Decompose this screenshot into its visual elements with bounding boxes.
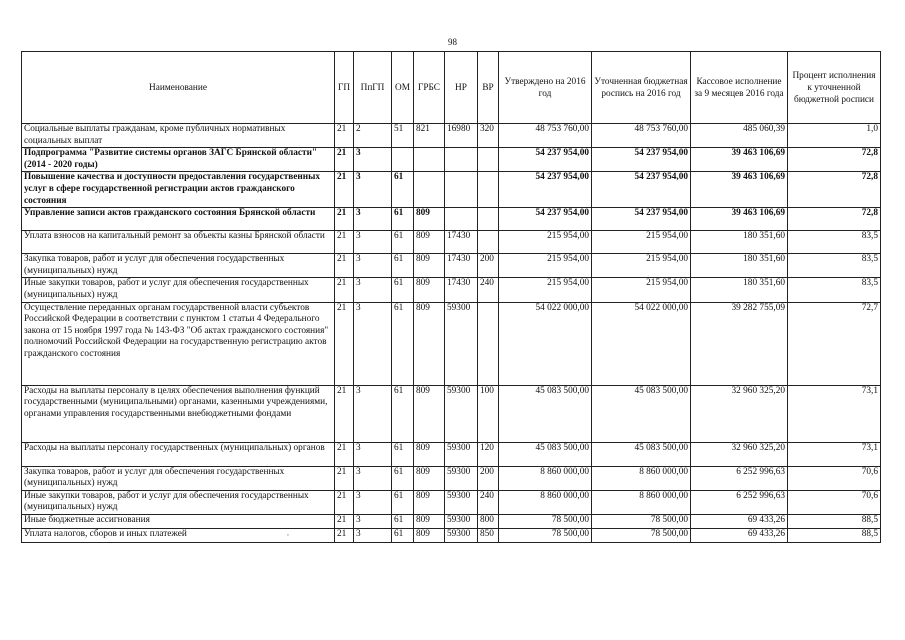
cell-approved: 78 500,00 <box>499 528 592 542</box>
cell-om: 61 <box>392 466 414 490</box>
budget-table <box>21 51 881 543</box>
cell-np: 59300 <box>445 442 478 466</box>
cell-vr <box>478 231 499 254</box>
cell-percent: 72,8 <box>788 148 881 172</box>
cell-grbs <box>414 172 445 208</box>
cell-vr: 120 <box>478 442 499 466</box>
cell-vr: 100 <box>478 385 499 442</box>
cell-om: 61 <box>392 490 414 514</box>
cell-grbs: 809 <box>414 231 445 254</box>
cell-grbs: 809 <box>414 466 445 490</box>
cell-gp: 21 <box>335 490 354 514</box>
cell-ppgp: 3 <box>354 148 392 172</box>
cell-cash: 6 252 996,63 <box>691 466 788 490</box>
page-number: 98 <box>448 37 457 47</box>
cell-ppgp: 3 <box>354 172 392 208</box>
cell-refined: 215 954,00 <box>592 231 691 254</box>
cell-percent: 70,6 <box>788 490 881 514</box>
cell-percent: 83,5 <box>788 254 881 278</box>
cell-approved: 215 954,00 <box>499 278 592 302</box>
cell-name: Подпрограмма "Развитие системы органов ЗАГС Брянской области" (2014 - 2020 годы) <box>22 148 335 172</box>
cell-cash: 69 433,26 <box>691 514 788 528</box>
cell-np: 59300 <box>445 514 478 528</box>
cell-percent: 83,5 <box>788 231 881 254</box>
cell-percent: 88,5 <box>788 514 881 528</box>
table-row <box>22 278 881 302</box>
cell-name: Закупка товаров, работ и услуг для обеспечения государственных (муниципальных) нужд <box>22 254 335 278</box>
table-row <box>22 490 881 514</box>
cell-vr: 850 <box>478 528 499 542</box>
cell-grbs: 809 <box>414 442 445 466</box>
cell-name: Иные закупки товаров, работ и услуг для обеспечения государственных (муниципальных) нужд <box>22 490 335 514</box>
cell-name: Расходы на выплаты персоналу в целях обеспечения выполнения функций государственными (муниципальными) органами, казенными учреждениями, органами управления государственными внебюджетными фондами <box>22 385 335 442</box>
cell-om: 61 <box>392 278 414 302</box>
cell-name: Уплата взносов на капитальный ремонт за объекты казны Брянской области <box>22 231 335 254</box>
cell-approved: 54 237 954,00 <box>499 172 592 208</box>
cell-refined: 45 083 500,00 <box>592 385 691 442</box>
cell-refined: 54 237 954,00 <box>592 148 691 172</box>
cell-om: 61 <box>392 528 414 542</box>
cell-name: Закупка товаров, работ и услуг для обеспечения государственных (муниципальных) нужд <box>22 466 335 490</box>
cell-gp: 21 <box>335 231 354 254</box>
cell-np: 17430 <box>445 278 478 302</box>
cell-np <box>445 172 478 208</box>
cell-om: 51 <box>392 124 414 148</box>
cell-ppgp: 3 <box>354 302 392 385</box>
cell-vr: 200 <box>478 254 499 278</box>
table-row <box>22 231 881 254</box>
cell-approved: 8 860 000,00 <box>499 490 592 514</box>
cell-vr: 200 <box>478 466 499 490</box>
header-cash: Кассовое исполнение за 9 месяцев 2016 года <box>691 52 788 124</box>
cell-om: 61 <box>392 208 414 231</box>
cell-cash: 485 060,39 <box>691 124 788 148</box>
cell-cash: 180 351,60 <box>691 231 788 254</box>
cell-ppgp: 3 <box>354 466 392 490</box>
cell-cash: 39 463 106,69 <box>691 172 788 208</box>
cell-grbs: 809 <box>414 528 445 542</box>
cell-name: Осуществление переданных органам государственной власти субъектов Российской Федерации в соответствии с пунктом 1 статьи 4 Федерального закона от 15 ноября 1997 года № 143-ФЗ "Об актах гражданского состояния" полномочий Российской Федерации на государственную регистрацию актов гражданского состояния <box>22 302 335 385</box>
cell-ppgp: 3 <box>354 442 392 466</box>
cell-refined: 8 860 000,00 <box>592 490 691 514</box>
cell-gp: 21 <box>335 124 354 148</box>
cell-ppgp: 3 <box>354 385 392 442</box>
cell-ppgp: 3 <box>354 208 392 231</box>
table-row <box>22 148 881 172</box>
cell-cash: 39 463 106,69 <box>691 208 788 231</box>
cell-om: 61 <box>392 254 414 278</box>
cell-approved: 45 083 500,00 <box>499 442 592 466</box>
cell-refined: 78 500,00 <box>592 514 691 528</box>
header-percent: Процент исполнения к уточненной бюджетной росписи <box>788 52 881 124</box>
cell-refined: 78 500,00 <box>592 528 691 542</box>
scan-artifact-mark: , <box>287 528 289 537</box>
cell-approved: 78 500,00 <box>499 514 592 528</box>
cell-refined: 8 860 000,00 <box>592 466 691 490</box>
cell-gp: 21 <box>335 254 354 278</box>
cell-approved: 215 954,00 <box>499 231 592 254</box>
cell-approved: 48 753 760,00 <box>499 124 592 148</box>
cell-percent: 73,1 <box>788 385 881 442</box>
cell-gp: 21 <box>335 385 354 442</box>
cell-om: 61 <box>392 442 414 466</box>
cell-grbs: 809 <box>414 302 445 385</box>
cell-np: 17430 <box>445 254 478 278</box>
cell-percent: 73,1 <box>788 442 881 466</box>
cell-cash: 39 463 106,69 <box>691 148 788 172</box>
cell-percent: 72,7 <box>788 302 881 385</box>
cell-om: 61 <box>392 172 414 208</box>
cell-name: Уплата налогов, сборов и иных платежей <box>22 528 335 542</box>
cell-ppgp: 3 <box>354 490 392 514</box>
header-np: НР <box>445 52 478 124</box>
cell-ppgp: 3 <box>354 528 392 542</box>
table-row <box>22 442 881 466</box>
cell-om: 61 <box>392 514 414 528</box>
cell-ppgp: 3 <box>354 231 392 254</box>
cell-vr: 240 <box>478 278 499 302</box>
cell-vr: 320 <box>478 124 499 148</box>
cell-refined: 54 237 954,00 <box>592 208 691 231</box>
table-row <box>22 124 881 148</box>
header-refined: Уточненная бюджетная роспись на 2016 год <box>592 52 691 124</box>
cell-percent: 72,8 <box>788 172 881 208</box>
cell-gp: 21 <box>335 208 354 231</box>
table-row <box>22 514 881 528</box>
cell-np: 59300 <box>445 466 478 490</box>
cell-ppgp: 3 <box>354 278 392 302</box>
cell-approved: 215 954,00 <box>499 254 592 278</box>
cell-vr <box>478 302 499 385</box>
cell-refined: 45 083 500,00 <box>592 442 691 466</box>
cell-percent: 1,0 <box>788 124 881 148</box>
cell-ppgp: 3 <box>354 514 392 528</box>
cell-cash: 39 282 755,09 <box>691 302 788 385</box>
cell-cash: 180 351,60 <box>691 278 788 302</box>
cell-name: Иные бюджетные ассигнования <box>22 514 335 528</box>
cell-om: 61 <box>392 302 414 385</box>
cell-grbs: 809 <box>414 278 445 302</box>
cell-percent: 88,5 <box>788 528 881 542</box>
header-ppgp: ПпГП <box>354 52 392 124</box>
cell-percent: 72,8 <box>788 208 881 231</box>
cell-cash: 6 252 996,63 <box>691 490 788 514</box>
cell-approved: 8 860 000,00 <box>499 466 592 490</box>
table-row <box>22 208 881 231</box>
cell-grbs: 821 <box>414 124 445 148</box>
cell-name: Иные закупки товаров, работ и услуг для обеспечения государственных (муниципальных) нужд <box>22 278 335 302</box>
cell-refined: 54 237 954,00 <box>592 172 691 208</box>
cell-gp: 21 <box>335 172 354 208</box>
cell-cash: 180 351,60 <box>691 254 788 278</box>
header-name: Наименование <box>22 52 335 124</box>
cell-np: 59300 <box>445 302 478 385</box>
cell-grbs: 809 <box>414 514 445 528</box>
cell-grbs: 809 <box>414 385 445 442</box>
cell-gp: 21 <box>335 148 354 172</box>
table-row <box>22 385 881 442</box>
header-gp: ГП <box>335 52 354 124</box>
cell-refined: 215 954,00 <box>592 254 691 278</box>
header-approved: Утверждено на 2016 год <box>499 52 592 124</box>
cell-np: 17430 <box>445 231 478 254</box>
cell-np: 16980 <box>445 124 478 148</box>
cell-approved: 54 237 954,00 <box>499 208 592 231</box>
header-grbs: ГРБС <box>414 52 445 124</box>
cell-name: Повышение качества и доступности предоставления государственных услуг в сфере государственной регистрации актов гражданского состояния <box>22 172 335 208</box>
cell-vr <box>478 208 499 231</box>
cell-vr <box>478 172 499 208</box>
cell-grbs: 809 <box>414 208 445 231</box>
cell-approved: 45 083 500,00 <box>499 385 592 442</box>
cell-grbs <box>414 148 445 172</box>
cell-gp: 21 <box>335 278 354 302</box>
cell-refined: 54 022 000,00 <box>592 302 691 385</box>
cell-refined: 48 753 760,00 <box>592 124 691 148</box>
cell-np <box>445 208 478 231</box>
cell-approved: 54 237 954,00 <box>499 148 592 172</box>
cell-vr <box>478 148 499 172</box>
cell-grbs: 809 <box>414 490 445 514</box>
table-body <box>22 124 881 543</box>
cell-name: Расходы на выплаты персоналу государственных (муниципальных) органов <box>22 442 335 466</box>
header-row <box>22 52 881 124</box>
cell-name: Управление записи актов гражданского состояния Брянской области <box>22 208 335 231</box>
cell-approved: 54 022 000,00 <box>499 302 592 385</box>
cell-gp: 21 <box>335 514 354 528</box>
cell-percent: 70,6 <box>788 466 881 490</box>
cell-cash: 32 960 325,20 <box>691 385 788 442</box>
table-row <box>22 302 881 385</box>
cell-np: 59300 <box>445 490 478 514</box>
cell-om: 61 <box>392 231 414 254</box>
cell-gp: 21 <box>335 466 354 490</box>
table-row <box>22 466 881 490</box>
cell-om: 61 <box>392 385 414 442</box>
cell-grbs: 809 <box>414 254 445 278</box>
table-row <box>22 528 881 542</box>
cell-cash: 69 433,26 <box>691 528 788 542</box>
cell-cash: 32 960 325,20 <box>691 442 788 466</box>
table-row <box>22 172 881 208</box>
cell-percent: 83,5 <box>788 278 881 302</box>
cell-np: 59300 <box>445 528 478 542</box>
table-row <box>22 254 881 278</box>
cell-om <box>392 148 414 172</box>
cell-gp: 21 <box>335 302 354 385</box>
cell-vr: 240 <box>478 490 499 514</box>
cell-refined: 215 954,00 <box>592 278 691 302</box>
cell-gp: 21 <box>335 442 354 466</box>
cell-name: Социальные выплаты гражданам, кроме публичных нормативных социальных выплат <box>22 124 335 148</box>
cell-gp: 21 <box>335 528 354 542</box>
cell-vr: 800 <box>478 514 499 528</box>
header-om: ОМ <box>392 52 414 124</box>
header-vr: ВР <box>478 52 499 124</box>
cell-ppgp: 3 <box>354 254 392 278</box>
cell-ppgp: 2 <box>354 124 392 148</box>
cell-np <box>445 148 478 172</box>
cell-np: 59300 <box>445 385 478 442</box>
